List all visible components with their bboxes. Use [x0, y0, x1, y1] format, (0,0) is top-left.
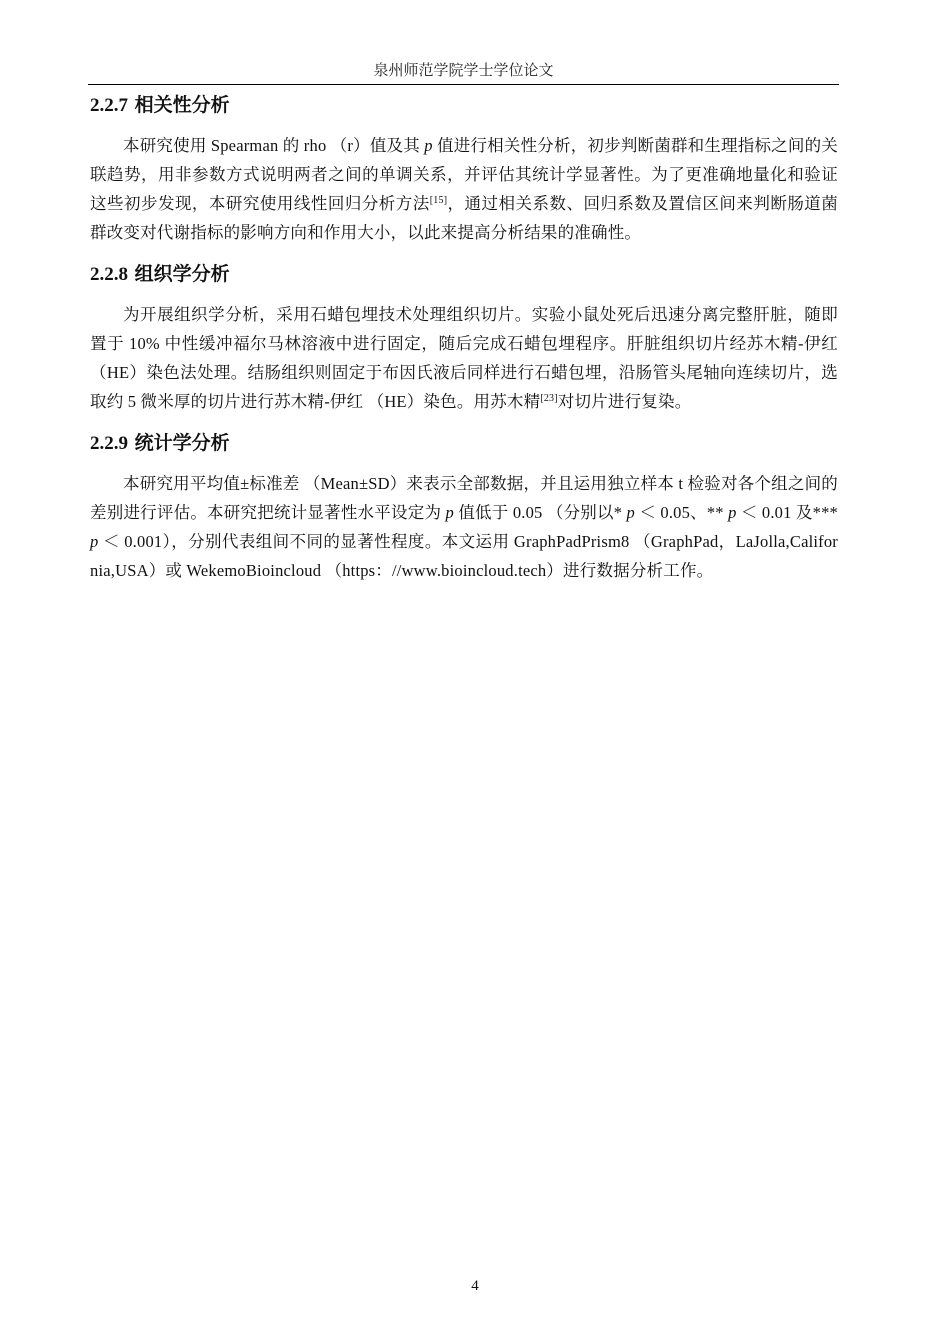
section-paragraph: [90, 300, 838, 416]
text-run: ＜ 0.05、**: [635, 503, 729, 522]
text-run: ＜ 0.01 及***: [736, 503, 839, 522]
italic-symbol: p: [626, 503, 635, 522]
section-2-2-7: [90, 90, 838, 247]
running-header: 泉州师范学院学士学位论文: [373, 63, 554, 79]
italic-symbol: p: [424, 136, 433, 155]
text-run: 对切片进行复染。: [557, 392, 692, 411]
citation-ref: [15]: [429, 195, 448, 206]
text-run: ，通过相关系数、回归系数及置信区间来判断肠道菌群改变对代谢指标的影响方向和作用大小，以此来提高分析结果的准确性。: [90, 194, 838, 242]
italic-symbol: p: [728, 503, 737, 522]
section-title: 统计学分析: [134, 432, 230, 454]
text-run: ＜ 0.001），分别代表组间不同的显著性程度。本文运用 GraphPadPrism8 （GraphPad，LaJolla,California,USA）或 WekemoBioincloud （https：//www.bioincloud.tech）进行数据分析工作。: [90, 532, 838, 580]
text-run: 值低于 0.05 （分别以*: [453, 503, 627, 522]
text-run: 值进行相关性分析，初步判断菌群和生理指标之间的关联趋势，用非参数方式说明两者之间的单调关系，并评估其统计学显著性。为了更准确地量化和验证这些初步发现，本研究使用线性回归分析方法: [90, 136, 838, 213]
page-number: 4: [471, 1278, 479, 1294]
section-2-2-9: [90, 428, 838, 585]
italic-symbol: p: [90, 532, 99, 551]
text-run: 本研究使用 Spearman 的 rho （r）值及其: [123, 136, 425, 155]
section-paragraph: [90, 469, 838, 585]
section-number: 2.2.9: [90, 433, 128, 454]
text-run: 本研究用平均值±标准差 （Mean±SD）来表示全部数据，并且运用独立样本 t 检验对各个组之间的差别进行评估。本研究把统计显著性水平设定为: [90, 474, 838, 522]
section-title: 相关性分析: [134, 94, 230, 116]
section-number: 2.2.7: [90, 95, 128, 116]
section-paragraph: [90, 131, 838, 247]
page-content: [90, 90, 838, 595]
section-heading: [90, 428, 838, 459]
section-heading: [90, 259, 838, 290]
section-number: 2.2.8: [90, 264, 128, 285]
header-rule: [88, 84, 839, 85]
italic-symbol: p: [445, 503, 454, 522]
text-run: 为开展组织学分析，采用石蜡包埋技术处理组织切片。实验小鼠处死后迅速分离完整肝脏，随即置于 10% 中性缓冲福尔马林溶液中进行固定，随后完成石蜡包埋程序。肝脏组织切片经苏木精-伊红 （HE）染色法处理。结肠组织则固定于布因氏液后同样进行石蜡包埋，沿肠管头尾轴向连续切片，选取约 5 微米厚的切片进行苏木精-伊红 （HE）染色。用苏木精: [90, 305, 838, 411]
section-2-2-8: [90, 259, 838, 416]
section-title: 组织学分析: [134, 263, 230, 285]
section-heading: [90, 90, 838, 121]
citation-ref: [23]: [540, 393, 558, 404]
